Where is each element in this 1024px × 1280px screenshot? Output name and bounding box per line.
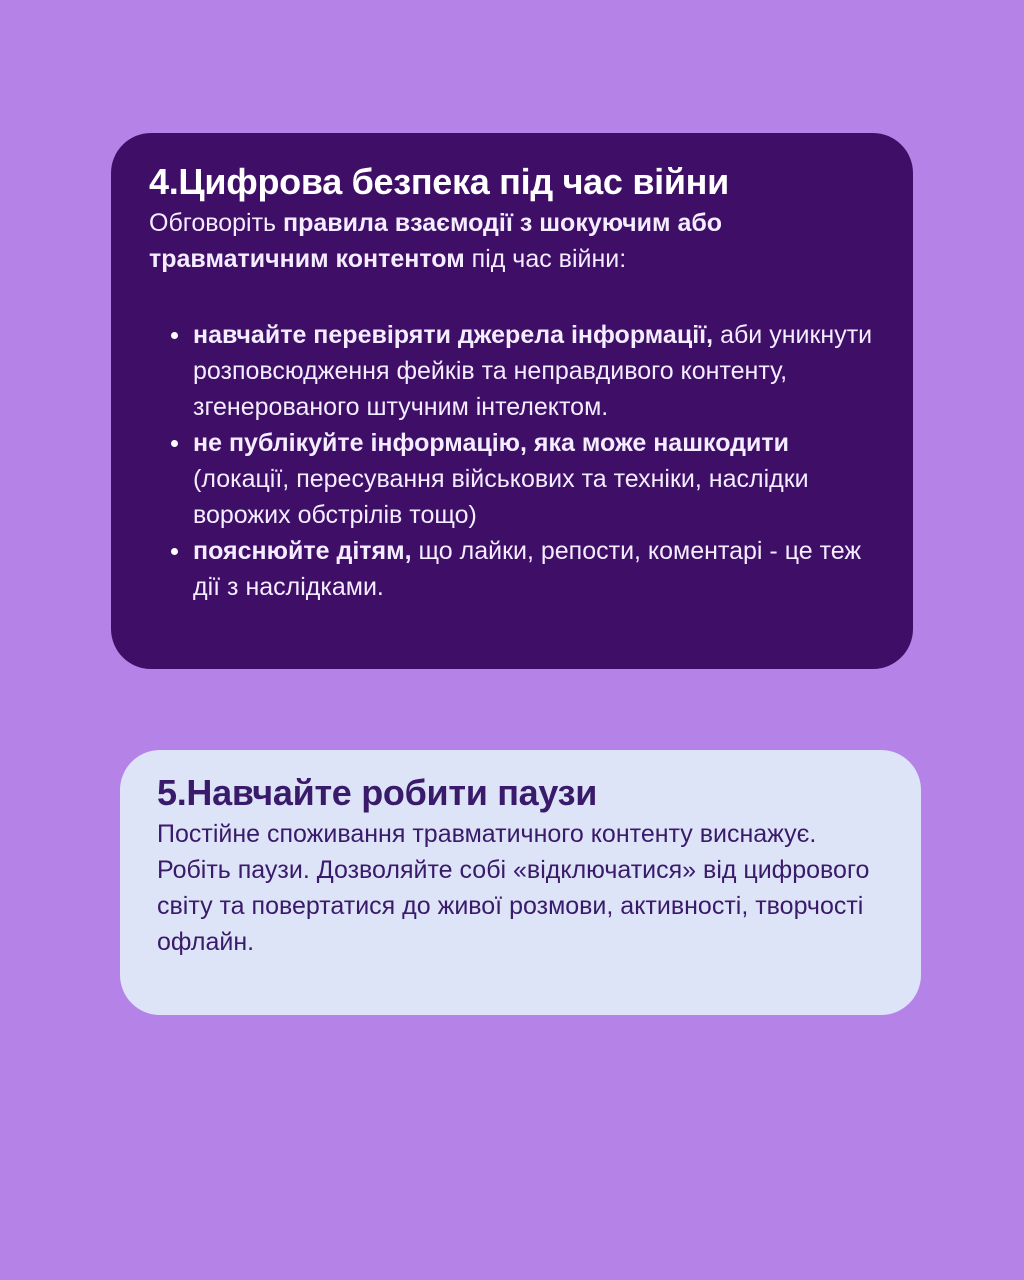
bullet-dot-icon bbox=[171, 440, 178, 447]
card-title: 4.Цифрова безпека під час війни bbox=[149, 161, 729, 202]
body-paragraph: Постійне споживання травматичного контенту виснажує. bbox=[157, 820, 817, 848]
intro-bold: правила взаємодії з шокуючим або травматичним контентом bbox=[149, 209, 723, 273]
pauses-card bbox=[120, 750, 921, 1015]
bullet-text: що лайки, репости, коментарі - це теж дії з наслідками. bbox=[193, 537, 862, 601]
list-item bbox=[149, 317, 873, 425]
intro-suffix: під час війни: bbox=[464, 245, 627, 273]
list-item bbox=[149, 425, 873, 533]
bullet-dot-icon bbox=[171, 332, 178, 339]
bullet-dot-icon bbox=[171, 548, 178, 555]
digital-safety-card bbox=[111, 133, 913, 669]
card-title: 5.Навчайте робити паузи bbox=[157, 772, 598, 813]
bullet-list bbox=[149, 317, 873, 605]
body-paragraph: Робіть паузи. Дозволяйте собі «відключатися» від цифрового світу та повертатися до живої розмови, активності, творчості офлайн. bbox=[157, 856, 870, 956]
bullet-text: (локації, пересування військових та техніки, наслідки ворожих обстрілів тощо) bbox=[193, 465, 809, 529]
bullet-text: аби уникнути розповсюдження фейків та неправдивого контенту, згенерованого штучним інтелектом. bbox=[193, 321, 873, 421]
list-item bbox=[149, 533, 873, 605]
intro-prefix: Обговоріть bbox=[149, 209, 284, 237]
bullet-bold: не публікуйте інформацію, яка може нашкодити bbox=[193, 429, 790, 457]
bullet-bold: пояснюйте дітям, bbox=[193, 537, 412, 565]
intro-text bbox=[149, 205, 873, 277]
bullet-bold: навчайте перевіряти джерела інформації, bbox=[193, 321, 714, 349]
